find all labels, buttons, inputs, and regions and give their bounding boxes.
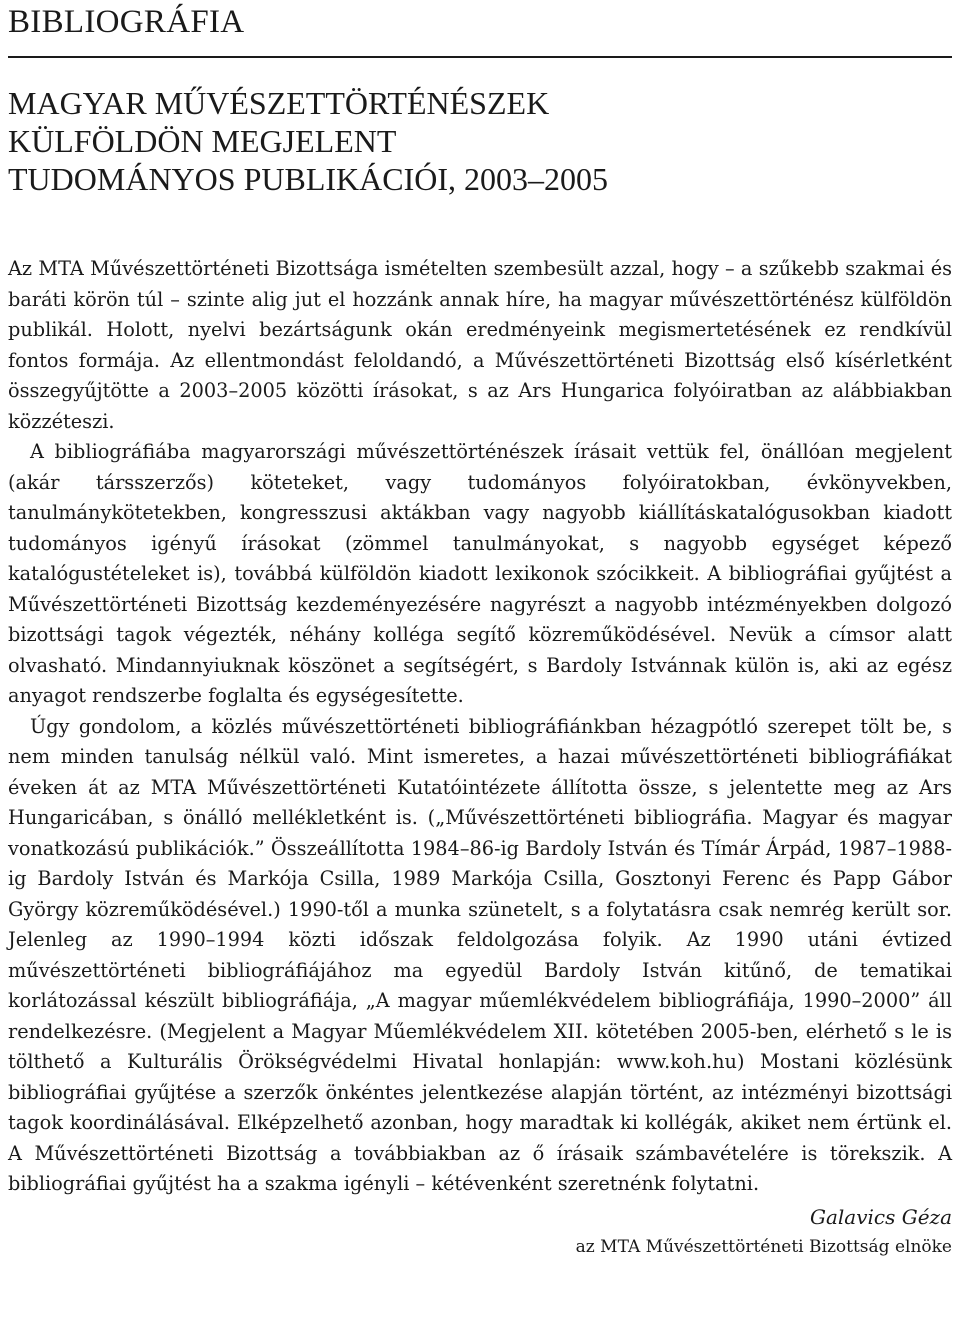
main-title-line-1: MAGYAR MŰVÉSZETTÖRTÉNÉSZEK	[8, 85, 550, 121]
header-rule	[8, 56, 952, 58]
paragraph: Az MTA Művészettörténeti Bizottsága ismételten szembesült azzal, hogy – a szűkebb szakmai és baráti körön túl – szinte alig jut el hozzánk annak híre, ha magyar művészettörténész külföldön publikál. Holott, nyelvi bezártságunk okán eredményeink megismertetésének ez rendkívül fontos formája. Az ellentmondást feloldandó, a Művészettörténeti Bizottság első kísérletként összegyűjtötte a 2003–2005 közötti írásokat, s az Ars Hungarica folyóiratban az alábbiakban közzéteszi.	[8, 257, 952, 433]
main-title	[8, 84, 952, 198]
paragraph: A bibliográfiába magyarországi művészettörténészek írásait vettük fel, önállóan megjelent (akár társszerzős) köteteket, vagy tudományos folyóiratokban, évkönyvekben, tanulmánykötetekben, kongresszusi aktákban vagy nagyobb kiállításkatalógusokban kiadott tudományos igényű írásokat (zömmel tanulmányokat, s nagyobb egységet képező katalógustételeket is), továbbá külföldön kiadott lexikonok szócikkeit. A bibliográfiai gyűjtést a Művészettörténeti Bizottság kezdeményezésére nagyrészt a nagyobb intézményekben dolgozó bizottsági tagok végezték, néhány kolléga segítő közreműködésével. Nevük a címsor alatt olvasható. Mindannyiuknak köszönet a segítségért, s Bardoly Istvánnak külön is, aki az egész anyagot rendszerbe foglalta és egységesítette.	[8, 440, 952, 707]
main-title-line-2: KÜLFÖLDÖN MEGJELENT	[8, 123, 397, 159]
section-header: BIBLIOGRÁFIA	[8, 4, 245, 40]
signature-role: az MTA Művészettörténeti Bizottság elnöke	[575, 1236, 952, 1257]
signature-name: Galavics Géza	[809, 1204, 952, 1229]
body-text	[8, 254, 952, 1200]
document-page	[8, 0, 952, 1260]
paragraph: Úgy gondolom, a közlés művészettörténeti bibliográfiánkban hézagpótló szerepet tölt be, s nem minden tanulság nélkül való. Mint ismeretes, a hazai művészettörténeti bibliográfiákat éveken át az MTA Művészettörténeti Kutatóintézete állította össze, s jelentette meg az Ars Hungaricában, s önálló mellékletként is. („Művészettörténeti bibliográfia. Magyar és magyar vonatkozású publikációk.” Összeállította 1984–86-ig Bardoly István és Tímár Árpád, 1987–1988-ig Bardoly István és Markója Csilla, 1989 Markója Csilla, Gosztonyi Ferenc és Papp Gábor György közreműködésével.) 1990-től a munka szünetelt, s a folytatásra csak nemrég került sor. Jelenleg az 1990–1994 közti időszak feldolgozása folyik. Az 1990 utáni évtized művészettörténeti bibliográfiájához ma egyedül Bardoly István kitűnő, de tematikai korlátozással készült bibliográfiája, „A magyar műemlékvédelem bibliográfiája, 1990–2000” áll rendelkezésre. (Megjelent a Magyar Műemlékvédelem XII. kötetében 2005-ben, elérhető s le is tölthető a Kulturális Örökségvédelmi Hivatal honlapján: www.koh.hu) Mostani közlésünk bibliográfiai gyűjtése a szerzők önkéntes jelentkezése alapján történt, az intézményi bizottsági tagok koordinálásával. Elképzelhető azonban, hogy maradtak ki kollégák, akiket nem értünk el. A Művészettörténeti Bizottság a továbbiakban az ő írásaik számbavételére is törekszik. A bibliográfiai gyűjtést ha a szakma igényli – kétévenként szeretnénk folytatni.	[8, 714, 952, 1195]
main-title-line-3: TUDOMÁNYOS PUBLIKÁCIÓI, 2003–2005	[8, 161, 608, 197]
